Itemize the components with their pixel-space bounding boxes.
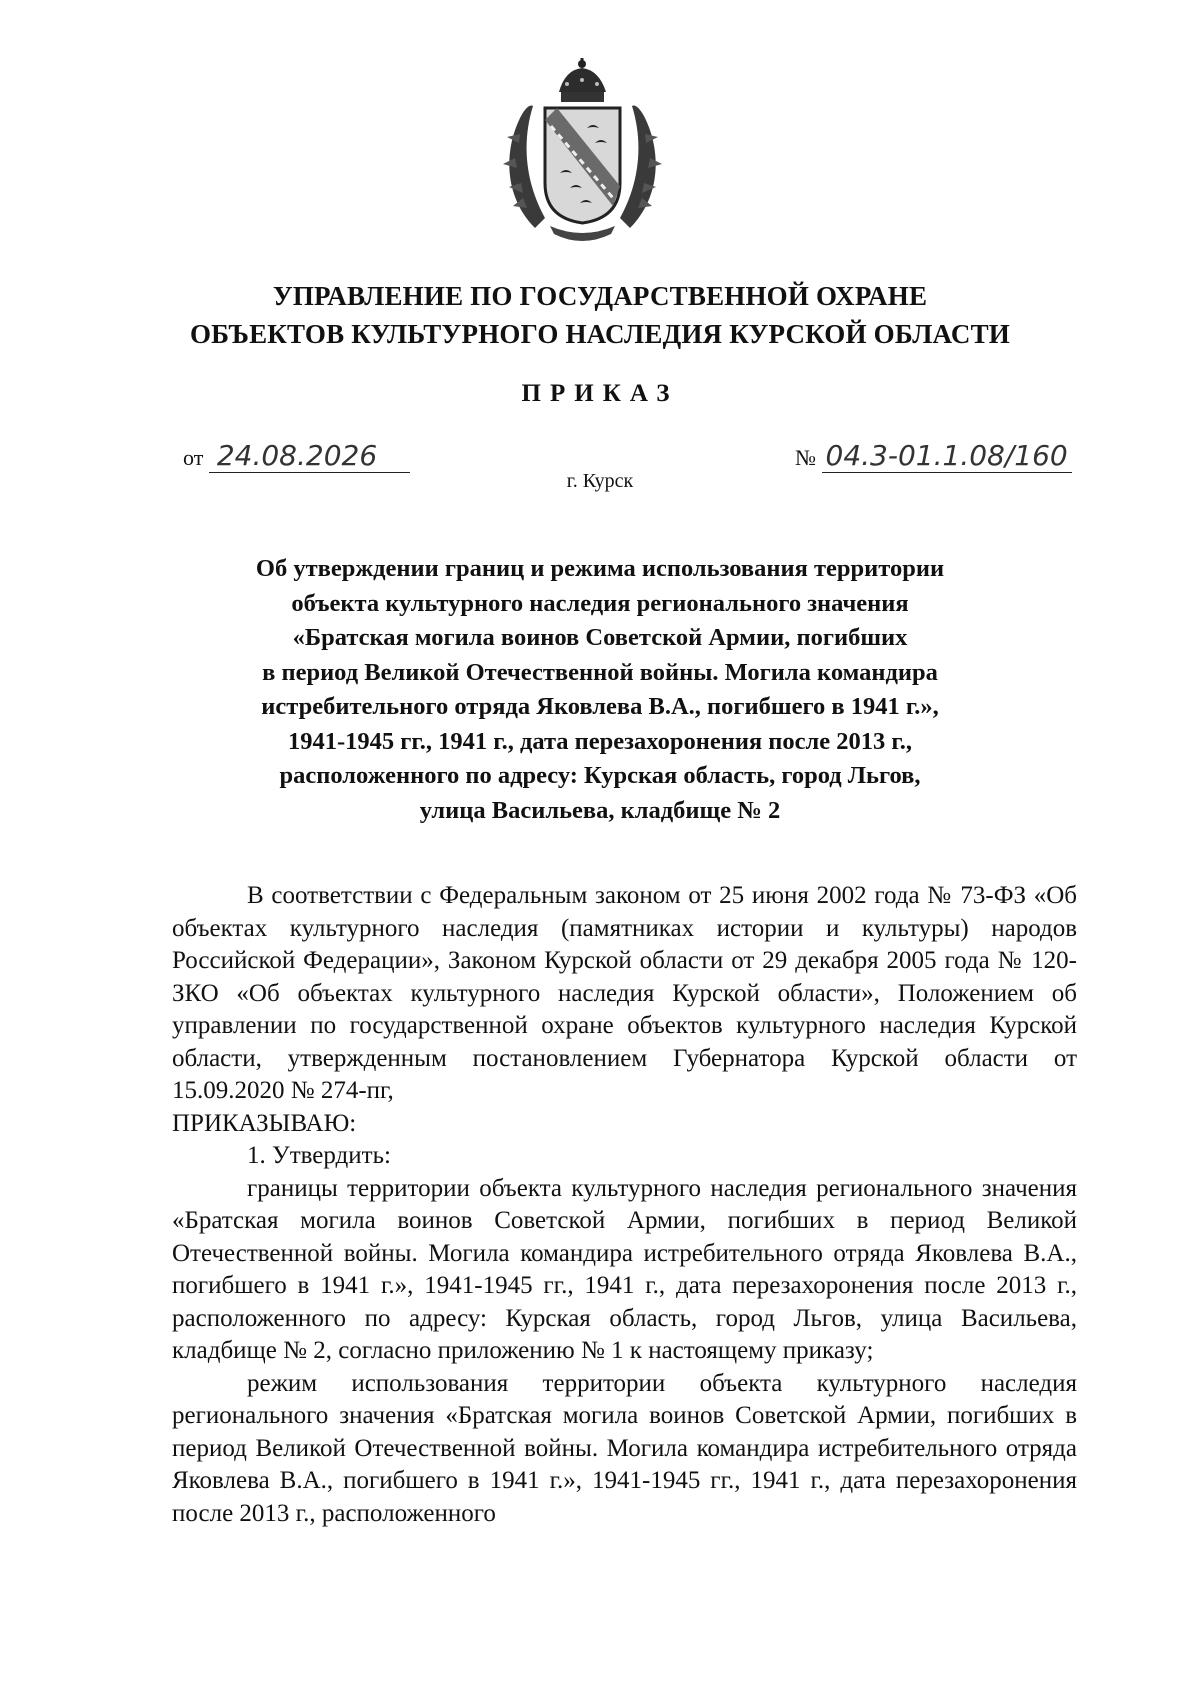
number-prefix: № (795, 445, 816, 470)
regime-paragraph: режим использования территории объекта культурного наследия регионального значения «Братская могила воинов Советской Армии, погибших в период Великой Отечественной войны. Могила командира истребительного отряда Яковлева В.А., погибшего в 1941 г.», 1941-1945 гг., 1941 г., дата перезахоронения после 2013 г., расположенного (172, 1369, 1077, 1527)
order-body (172, 880, 1077, 1530)
subject-line: истребительного отряда Яковлева В.А., погибшего в 1941 г.», (261, 693, 939, 720)
order-subject (215, 552, 985, 828)
city: г. Курск (566, 470, 634, 492)
subject-line: объекта культурного наследия регионального значения (291, 589, 909, 617)
document-type-title: ПРИКАЗ (521, 380, 679, 407)
order-word: ПРИКАЗЫВАЮ: (172, 1109, 357, 1137)
subject-line: Об утверждении границ и режима использования территории (255, 555, 945, 582)
organization-name (120, 277, 1080, 353)
item-1-heading: 1. Утвердить: (247, 1142, 391, 1169)
date-row (183, 440, 410, 473)
subject-line: «Братская могила воинов Советской Армии, погибших (292, 624, 908, 651)
subject-line: в период Великой Отечественной войны. Могила командира (262, 658, 938, 686)
handwritten-number: 04.3-01.1.08/160 (822, 440, 1072, 473)
handwritten-date: 24.08.2026 (209, 440, 410, 473)
subject-line: 1941-1945 гг., 1941 г., дата перезахоронения после 2013 г., (287, 727, 913, 755)
subject-line: расположенного по адресу: Курская область, город Льгов, (279, 762, 921, 789)
subject-line: улица Васильева, кладбище № 2 (419, 796, 781, 824)
org-line-2: ОБЪЕКТОВ КУЛЬТУРНОГО НАСЛЕДИЯ КУРСКОЙ ОБЛАСТИ (189, 319, 1010, 349)
kursk-coat-of-arms-icon (495, 58, 670, 243)
number-row (795, 440, 1072, 473)
boundaries-paragraph: границы территории объекта культурного наследия регионального значения «Братская могила воинов Советской Армии, погибших в период Великой Отечественной войны. Могила командира истребительного отряда Яковлева В.А., погибшего в 1941 г.», 1941-1945 гг., 1941 г., дата перезахоронения после 2013 г., расположенного по адресу: Курская область, город Льгов, улица Васильева, кладбище № 2, согласно приложению № 1 к настоящему приказу; (172, 1174, 1077, 1364)
org-line-1: УПРАВЛЕНИЕ ПО ГОСУДАРСТВЕННОЙ ОХРАНЕ (272, 281, 928, 311)
date-prefix: от (183, 445, 204, 470)
preamble-paragraph: В соответствии с Федеральным законом от 25 июня 2002 года № 73-ФЗ «Об объектах культурного наследия (памятниках истории и культуры) народов Российской Федерации», Законом Курской области от 29 декабря 2005 года № 120-ЗКО «Об объектах культурного наследия Курской области», Положением об управлении по государственной охране объектов культурного наследия Курской области, утвержденным постановлением Губернатора Курской области от 15.09.2020 № 274-пг, (172, 882, 1077, 1104)
